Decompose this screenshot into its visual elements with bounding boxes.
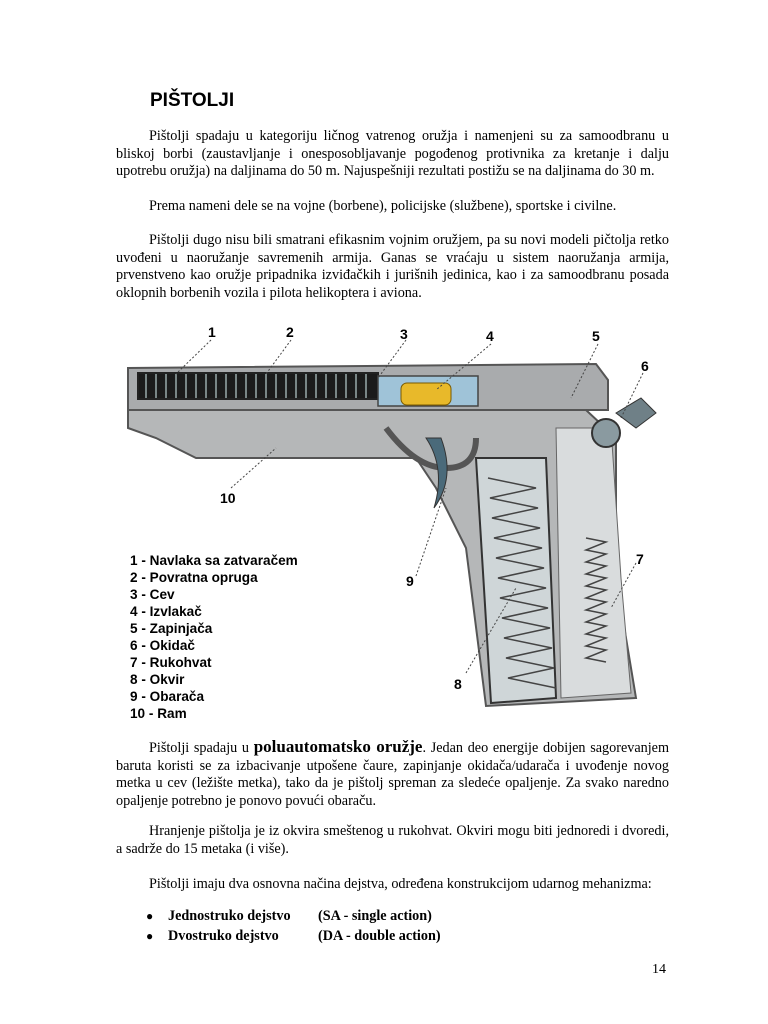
paragraph-intro: Pištolji spadaju u kategoriju ličnog vatrenog oružja i namenjeni su za samoodbranu u bliskoj borbi (zaustavljanje i onesposobljavanje pogođenog protivnika za kretanje i dalju upotrebu oružja) na daljinama do 50 m. Najuspešniji rezultati postižu se na daljinama do 30 m. <box>116 128 669 179</box>
action-list <box>146 906 441 946</box>
paragraph-semiautomatic: Pištolji spadaju u poluautomatsko oružje. Jedan deo energije dobijen sagorevanjem baruta koristi se za izbacivanje utpošene čaure, zapinjanje okidača/udarača i uvođenje novog metka u cev (ležište metka), tako da je pištolj spreman za sledeće opaljenje. Za svako naredno opaljenje potrebno je ponovo povući obaraču. <box>116 737 669 809</box>
legend-item: 8 - Okvir <box>130 672 185 687</box>
paragraph-action-modes: Pištolji imaju dva osnovna načina dejstva, određena konstrukcijom udarnog mehanizma: <box>149 876 652 892</box>
emphasis-term: poluautomatsko oružje <box>253 737 423 756</box>
callout-9: 9 <box>406 573 414 589</box>
callout-8: 8 <box>454 676 462 692</box>
callout-10: 10 <box>220 490 236 506</box>
figure-legend <box>130 552 298 722</box>
legend-item: 7 - Rukohvat <box>130 655 212 670</box>
callout-5: 5 <box>592 328 600 344</box>
page-number: 14 <box>652 962 666 977</box>
legend-item: 10 - Ram <box>130 706 187 721</box>
page-title: PIŠTOLJI <box>150 90 235 111</box>
paragraph-types: Prema nameni dele se na vojne (borbene), policijske (službene), sportske i civilne. <box>149 198 617 214</box>
callout-1: 1 <box>208 324 216 340</box>
callout-2: 2 <box>286 324 294 340</box>
paragraph-history: Pištolji dugo nisu bili smatrani efikasnim vojnim oružjem, pa su novi modeli pičtolja retko uvođeni u naoružanje savremenih armija. Ganas se vraćaju u sistem naoružanja armija, prvenstveno kao oružje pripadnika izviđačkih i jurišnih jedinica, kao i za samoodbranu posada oklopnih borbenih vozila i pilota helikoptera i aviona. <box>116 232 669 301</box>
callout-6: 6 <box>641 358 649 374</box>
bullet-icon: ● <box>146 908 154 923</box>
legend-item: 3 - Cev <box>130 587 175 602</box>
bullet-icon: ● <box>146 928 154 943</box>
callout-3: 3 <box>400 326 408 342</box>
list-item: ● Jednostruko dejstvo (SA - single action) <box>146 907 432 924</box>
legend-item: 4 - Izvlakač <box>130 604 202 619</box>
legend-item: 9 - Obarača <box>130 689 205 704</box>
callout-4: 4 <box>486 328 494 344</box>
list-item: ● Dvostruko dejstvo (DA - double action) <box>146 927 441 944</box>
paragraph-feeding: Hranjenje pištolja je iz okvira smeštenog u rukohvat. Okviri mogu biti jednoredi i dvoredi, a sadrže do 15 metaka (i više). <box>116 823 669 857</box>
legend-item: 5 - Zapinjača <box>130 621 213 636</box>
legend-item: 2 - Povratna opruga <box>130 570 258 585</box>
legend-item: 6 - Okidač <box>130 638 195 653</box>
callout-7: 7 <box>636 551 644 567</box>
legend-item: 1 - Navlaka sa zatvaračem <box>130 553 298 568</box>
